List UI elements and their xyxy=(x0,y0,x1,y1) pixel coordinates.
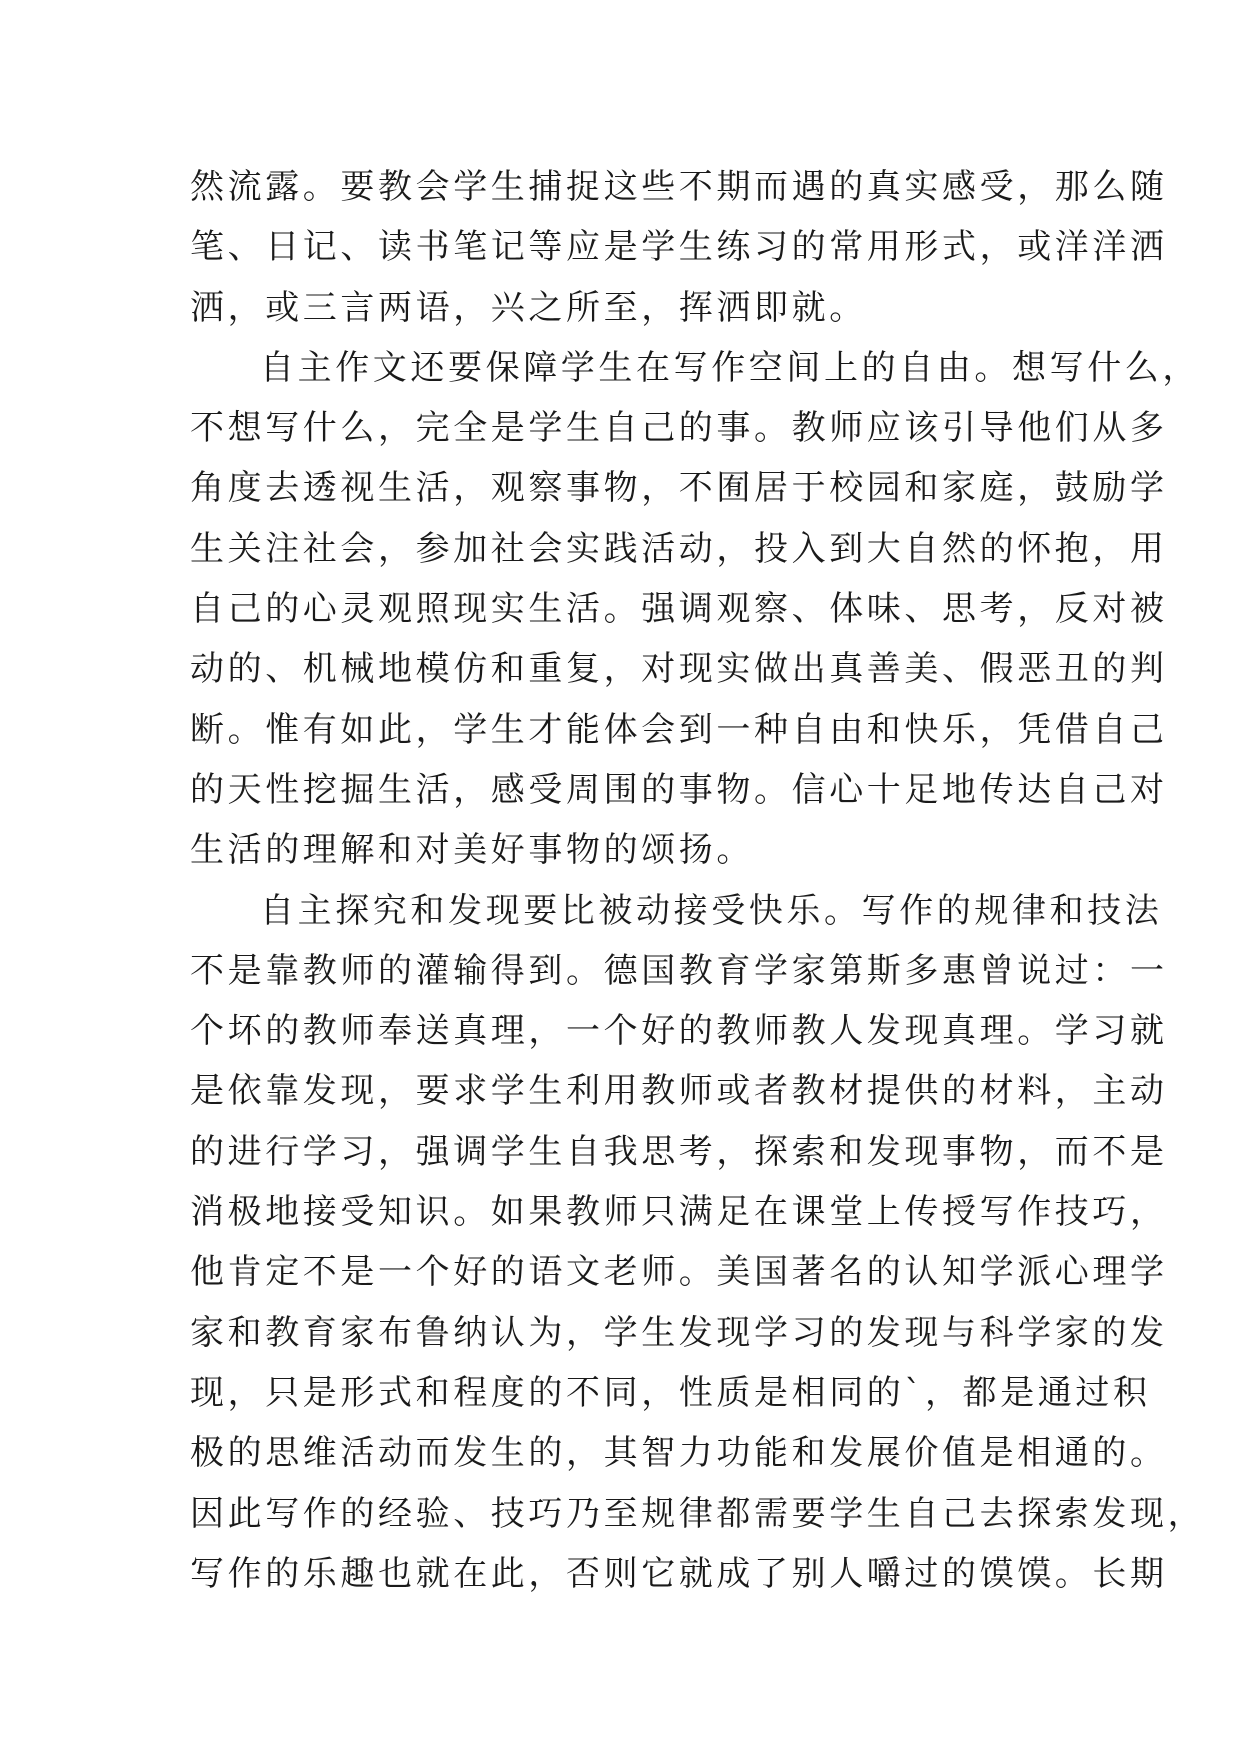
text-line: 然流露。要教会学生捕捉这些不期而遇的真实感受，那么随 xyxy=(190,167,1168,207)
document-body xyxy=(190,157,1206,1604)
paragraph-2 xyxy=(190,338,1200,881)
paragraph-3 xyxy=(190,881,1206,1605)
text-line: 写作的乐趣也就在此，否则它就成了别人嚼过的馍馍。长期 xyxy=(190,1553,1168,1594)
text-line: 断。惟有如此，学生才能体会到一种自由和快乐，凭借自己 xyxy=(190,709,1168,750)
text-line: 角度去透视生活，观察事物，不囿居于校园和家庭，鼓励学 xyxy=(190,468,1168,509)
text-line: 自主探究和发现要比被动接受快乐。写作的规律和技法 xyxy=(260,890,1163,931)
text-line: 的进行学习，强调学生自我思考，探索和发现事物，而不是 xyxy=(190,1131,1168,1172)
text-line: 现，只是形式和程度的不同，性质是相同的`，都是通过积 xyxy=(190,1372,1151,1413)
text-line: 生关注社会，参加社会实践活动，投入到大自然的怀抱，用 xyxy=(190,528,1168,569)
text-line: 家和教育家布鲁纳认为，学生发现学习的发现与科学家的发 xyxy=(190,1312,1168,1353)
text-line: 个坏的教师奉送真理，一个好的教师教人发现真理。学习就 xyxy=(190,1011,1168,1052)
text-line: 消极地接受知识。如果教师只满足在课堂上传授写作技巧， xyxy=(190,1192,1168,1233)
text-line: 自主作文还要保障学生在写作空间上的自由。想写什么， xyxy=(260,347,1200,388)
text-line: 动的、机械地模仿和重复，对现实做出真善美、假恶丑的判 xyxy=(190,649,1168,690)
text-line: 自己的心灵观照现实生活。强调观察、体味、思考，反对被 xyxy=(190,589,1168,630)
text-line: 极的思维活动而发生的，其智力功能和发展价值是相通的。 xyxy=(190,1433,1168,1474)
text-line: 不是靠教师的灌输得到。德国教育学家第斯多惠曾说过：一 xyxy=(190,950,1168,991)
text-line: 洒，或三言两语，兴之所至，挥洒即就。 xyxy=(190,287,867,328)
text-line: 笔、日记、读书笔记等应是学生练习的常用形式，或洋洋洒 xyxy=(190,227,1168,268)
text-line: 不想写什么，完全是学生自己的事。教师应该引导他们从多 xyxy=(190,408,1168,449)
text-line: 的天性挖掘生活，感受周围的事物。信心十足地传达自己对 xyxy=(190,769,1168,810)
text-line: 是依靠发现，要求学生利用教师或者教材提供的材料，主动 xyxy=(190,1071,1168,1112)
text-line: 生活的理解和对美好事物的颂扬。 xyxy=(190,830,754,871)
paragraph-1 xyxy=(190,157,1168,338)
text-line: 因此写作的经验、技巧乃至规律都需要学生自己去探索发现， xyxy=(190,1493,1206,1534)
text-line: 他肯定不是一个好的语文老师。美国著名的认知学派心理学 xyxy=(190,1252,1168,1293)
